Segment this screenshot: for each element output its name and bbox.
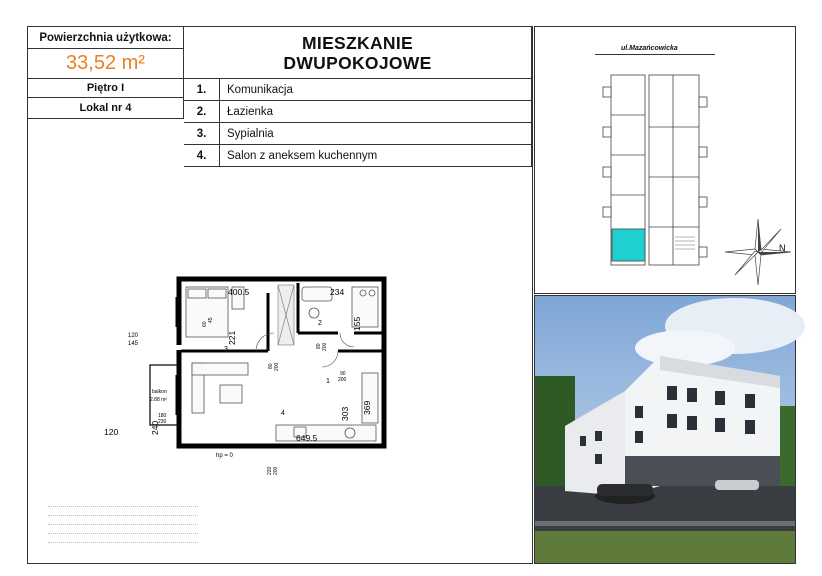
room-number: 1. xyxy=(184,79,220,101)
title-line-1: MIESZKANIE xyxy=(302,32,413,53)
compass-rose-icon xyxy=(723,217,793,287)
dim-bottom-1: 220 xyxy=(267,466,273,475)
dim-door-2b: 200 xyxy=(338,377,347,383)
dim-window-3b: 230 xyxy=(158,419,167,425)
dim-door-2: 90 xyxy=(340,371,346,377)
dim-window-left-2: 145 xyxy=(128,341,139,347)
dim-window-3a: 180 xyxy=(158,413,167,419)
building-render-panel xyxy=(534,295,796,564)
building-render-image xyxy=(535,296,795,563)
dim-balcony-height: 240 xyxy=(150,420,160,435)
hp-label: hp = 0 xyxy=(216,453,233,459)
area-label: Powierzchnia użytkowa: xyxy=(28,27,184,49)
apartment-title xyxy=(184,27,532,79)
room-name: Sypialnia xyxy=(220,123,532,145)
dim-living-width: 649.5 xyxy=(296,433,318,443)
dim-window-small: 60 xyxy=(202,321,208,327)
title-line-2: DWUPOKOJOWE xyxy=(283,52,432,73)
site-plan-panel xyxy=(534,26,796,294)
room-number: 3. xyxy=(184,123,220,145)
selected-apartment-highlight xyxy=(612,229,645,261)
room-number: 2. xyxy=(184,101,220,123)
room-label-1: 1 xyxy=(326,378,330,385)
dim-door-3: 80 xyxy=(316,343,322,349)
floor-plan xyxy=(104,275,393,475)
dim-living-height: 303 xyxy=(340,406,350,421)
dim-balcony-width: 120 xyxy=(104,427,119,437)
room-label-2: 2 xyxy=(318,320,322,327)
room-name: Komunikacja xyxy=(220,79,532,101)
info-panel xyxy=(27,26,533,564)
dim-window-left-1: 120 xyxy=(128,333,139,339)
room-label-4: 4 xyxy=(281,410,285,417)
dim-bath-height: 155 xyxy=(352,316,362,331)
room-name: Łazienka xyxy=(220,101,532,123)
unit-label: Lokal nr 4 xyxy=(28,98,184,119)
floor-label: Piętro I xyxy=(28,79,184,98)
room-name: Salon z aneksem kuchennym xyxy=(220,145,532,167)
dim-right-height: 369 xyxy=(362,400,372,415)
room-label-3: 3 xyxy=(224,346,228,353)
dim-top: 400.5 xyxy=(228,287,250,297)
street-line xyxy=(595,54,715,55)
dim-door-1b: 200 xyxy=(274,362,280,371)
area-value: 33,52 m² xyxy=(28,49,184,79)
balcony-label: balkon xyxy=(152,389,167,395)
dim-window-small-2: 45 xyxy=(208,317,214,323)
dim-door-3b: 200 xyxy=(322,342,328,351)
disclaimer-text xyxy=(48,501,198,543)
balcony-area: 2.88 m² xyxy=(150,397,167,403)
dim-bedroom-width: 221 xyxy=(227,330,237,345)
dim-bottom-2: 200 xyxy=(273,466,279,475)
building-site-plan xyxy=(595,67,715,277)
room-number: 4. xyxy=(184,145,220,167)
dim-door-1: 80 xyxy=(268,363,274,369)
apartment-sheet xyxy=(27,26,796,564)
compass-north-letter: N xyxy=(779,243,786,253)
dim-bath-width: 234 xyxy=(330,287,345,297)
street-label: ul.Mazańcowicka xyxy=(621,45,678,52)
